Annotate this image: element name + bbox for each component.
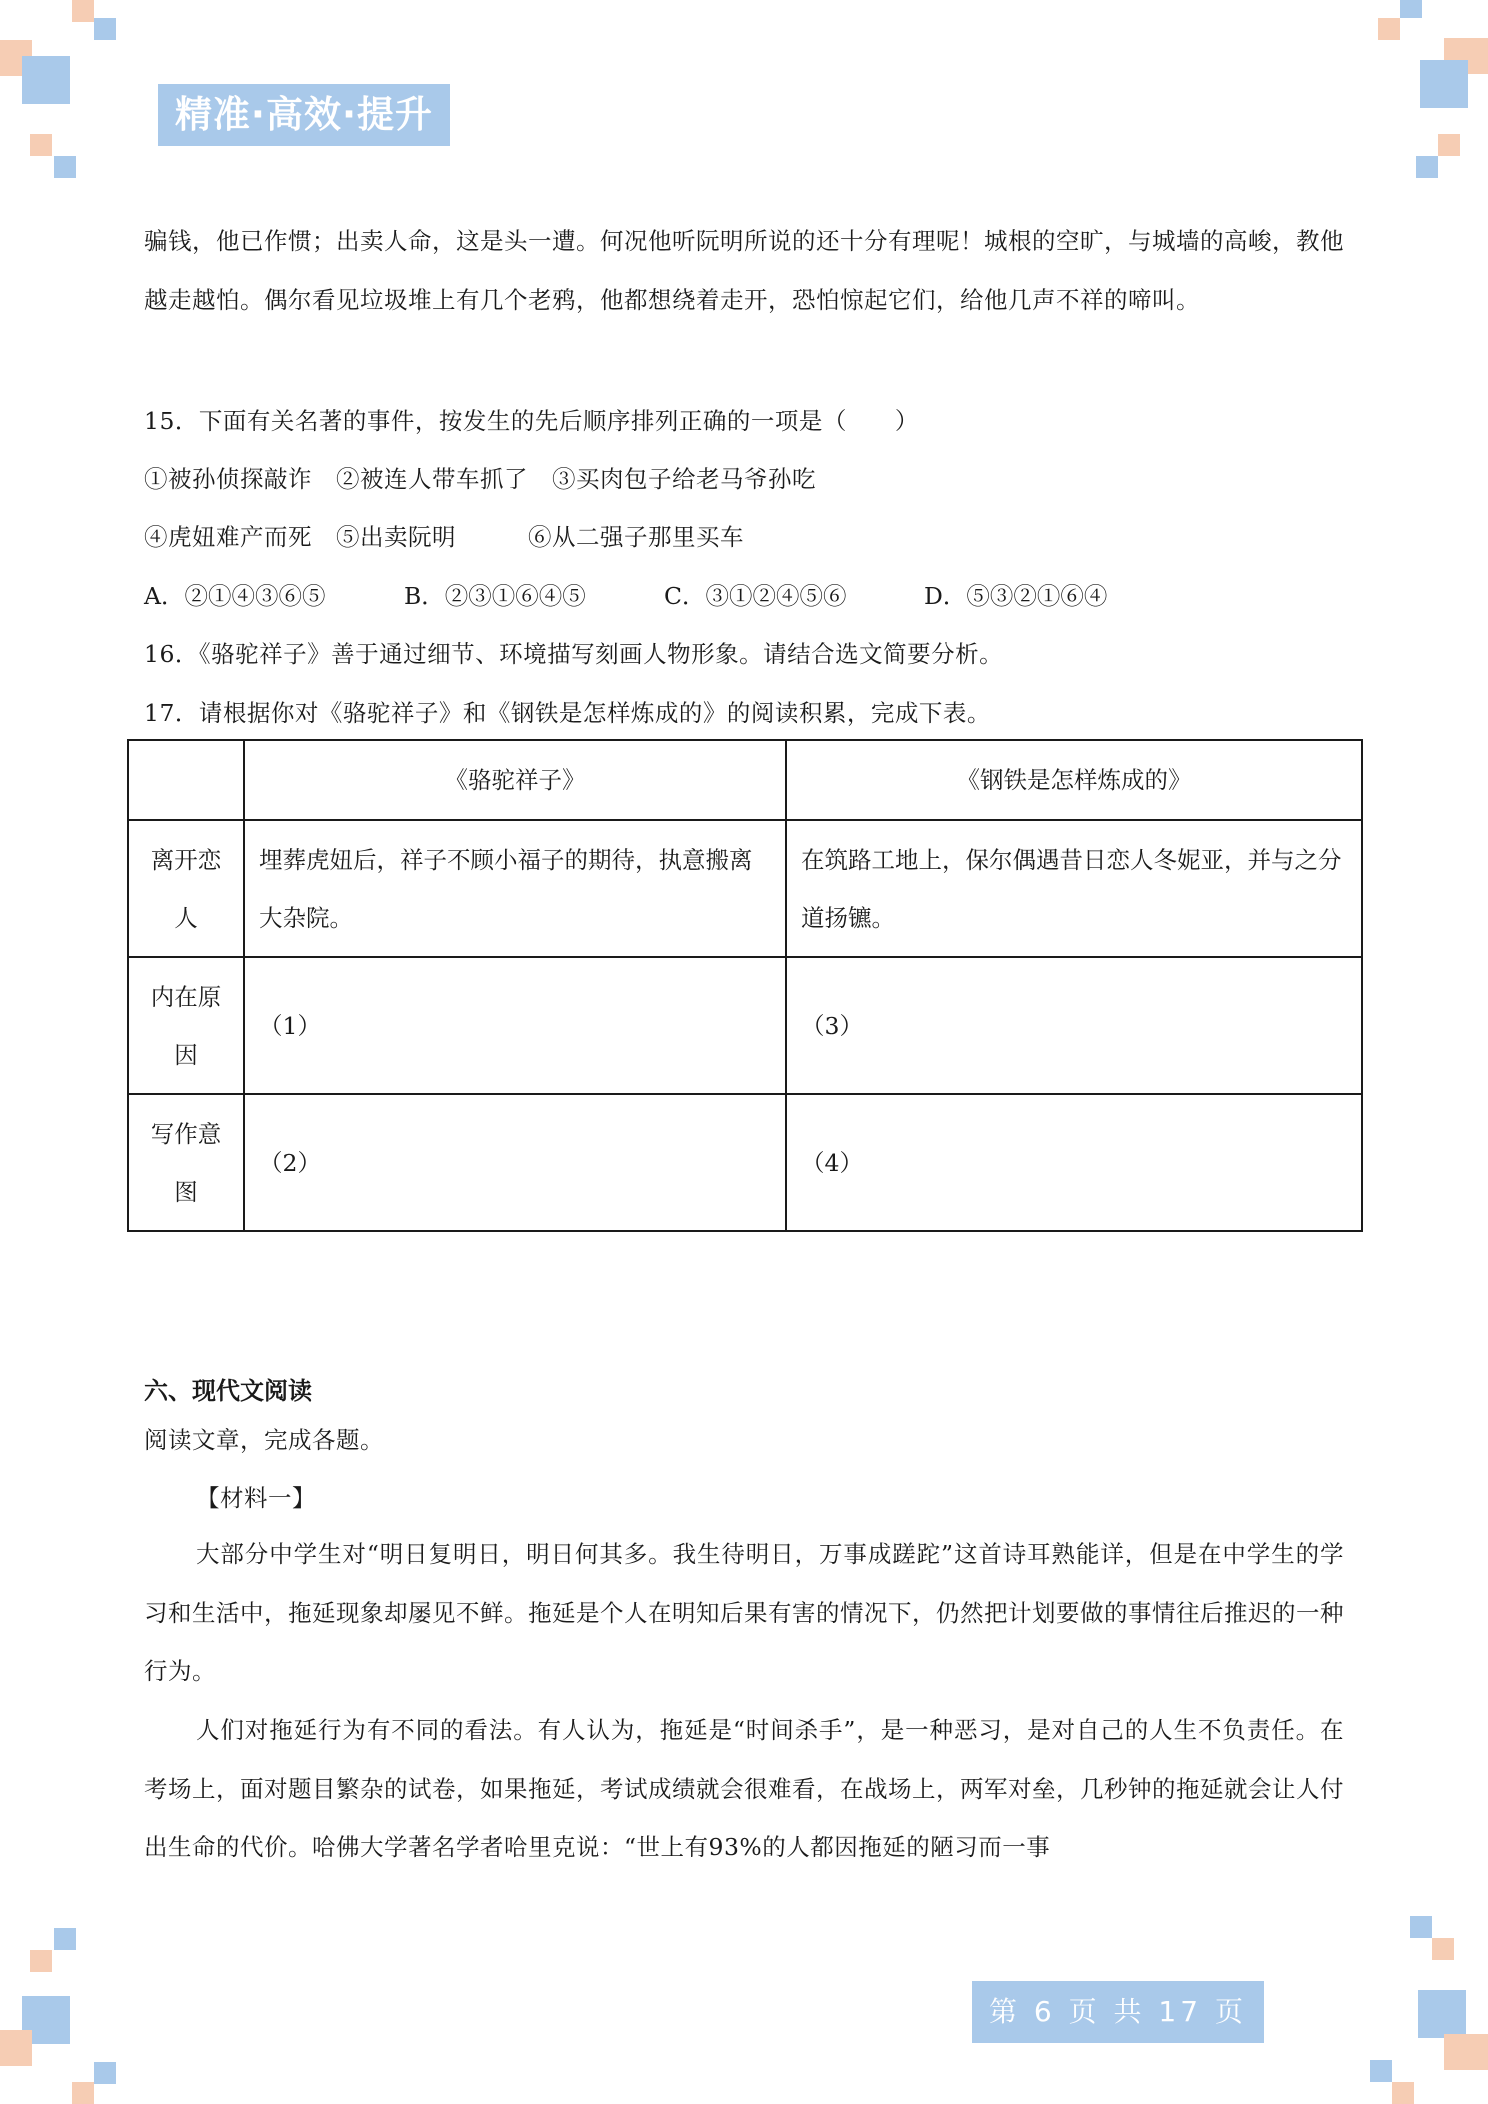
brand-banner: 精准·高效·提升 — [158, 84, 450, 146]
decor-square — [1420, 60, 1468, 108]
q15-option-a[interactable]: A．②①④③⑥⑤ — [144, 582, 326, 610]
answer-blank-3[interactable]: （3） — [786, 957, 1362, 1094]
section-title: 六、现代文阅读 — [144, 1377, 312, 1405]
decor-square — [1378, 18, 1400, 40]
table-row-label: 写作意图 — [128, 1094, 244, 1231]
q15-events-line2: ④虎妞难产而死 ⑤出卖阮明 ⑥从二强子那里买车 — [144, 523, 744, 551]
decor-square — [30, 1950, 52, 1972]
material-paragraph: 大部分中学生对“明日复明日，明日何其多。我生待明日，万事成蹉跎”这首诗耳熟能详，但是在中学生的学习和生活中，拖延现象却屡见不鲜。拖延是个人在明知后果有害的情况下，仍然把计划要做的事情往后推迟的一种行为。 — [144, 1540, 1344, 1685]
table-col2-header: 《钢铁是怎样炼成的》 — [786, 740, 1362, 820]
material-label: 【材料一】 — [196, 1484, 316, 1512]
decor-square — [1400, 0, 1422, 18]
answer-blank-4[interactable]: （4） — [786, 1094, 1362, 1231]
q15-stem: 15．下面有关名著的事件，按发生的先后顺序排列正确的一项是（ ） — [144, 407, 919, 435]
table-cell: 在筑路工地上，保尔偶遇昔日恋人冬妮亚，并与之分道扬镳。 — [786, 820, 1362, 957]
q15-option-d[interactable]: D．⑤③②①⑥④ — [924, 582, 1108, 610]
decor-square — [1432, 1938, 1454, 1960]
intro-paragraph: 骗钱，他已作惯；出卖人命，这是头一遭。何况他听阮明所说的还十分有理呢！城根的空旷，与城墙的高峻，教他越走越怕。偶尔看见垃圾堆上有几个老鸦，他都想绕着走开，恐怕惊起它们，给他几声不祥的啼叫。 — [144, 227, 1344, 314]
section-instruction: 阅读文章，完成各题。 — [144, 1426, 384, 1454]
material-paragraph: 人们对拖延行为有不同的看法。有人认为，拖延是“时间杀手”，是一种恶习，是对自己的人生不负责任。在考场上，面对题目繁杂的试卷，如果拖延，考试成绩就会很难看，在战场上，两军对垒，几秒钟的拖延就会让人付出生命的代价。哈佛大学著名学者哈里克说：“世上有93%的人都因拖延的陋习而一事 — [144, 1716, 1344, 1861]
decor-square — [94, 18, 116, 40]
decor-square — [1418, 1990, 1466, 2038]
q16-stem: 16．《骆驼祥子》善于通过细节、环境描写刻画人物形象。请结合选文简要分析。 — [144, 640, 1004, 668]
q17-table — [127, 739, 1363, 1232]
q17-stem: 17．请根据你对《骆驼祥子》和《钢铁是怎样炼成的》的阅读积累，完成下表。 — [144, 699, 991, 727]
answer-blank-2[interactable]: （2） — [244, 1094, 786, 1231]
table-header-row — [128, 740, 1362, 820]
q15-events-line1: ①被孙侦探敲诈 ②被连人带车抓了 ③买肉包子给老马爷孙吃 — [144, 465, 816, 493]
page-number-label: 第 6 页 共 17 页 — [972, 1981, 1264, 2043]
table-row — [128, 957, 1362, 1094]
q15-option-c[interactable]: C．③①②④⑤⑥ — [664, 582, 847, 610]
table-row-label: 内在原因 — [128, 957, 244, 1094]
decor-square — [30, 134, 52, 156]
answer-blank-1[interactable]: （1） — [244, 957, 786, 1094]
decor-square — [1438, 134, 1460, 156]
table-col1-header: 《骆驼祥子》 — [244, 740, 786, 820]
table-cell: 埋葬虎妞后，祥子不顾小福子的期待，执意搬离大杂院。 — [244, 820, 786, 957]
decor-square — [1444, 2034, 1488, 2070]
decor-square — [1410, 1916, 1432, 1938]
decor-square — [1416, 156, 1438, 178]
table-row — [128, 1094, 1362, 1231]
decor-square — [54, 1928, 76, 1950]
decor-square — [1392, 2082, 1414, 2104]
decor-square — [94, 2062, 116, 2084]
decor-square — [22, 56, 70, 104]
q15-option-b[interactable]: B．②③①⑥④⑤ — [404, 582, 586, 610]
table-row-label: 离开恋人 — [128, 820, 244, 957]
decor-square — [1370, 2060, 1392, 2082]
decor-square — [0, 2030, 32, 2066]
table-corner-cell — [128, 740, 244, 820]
decor-square — [72, 0, 94, 22]
table-row — [128, 820, 1362, 957]
decor-square — [72, 2082, 94, 2104]
decor-square — [54, 156, 76, 178]
